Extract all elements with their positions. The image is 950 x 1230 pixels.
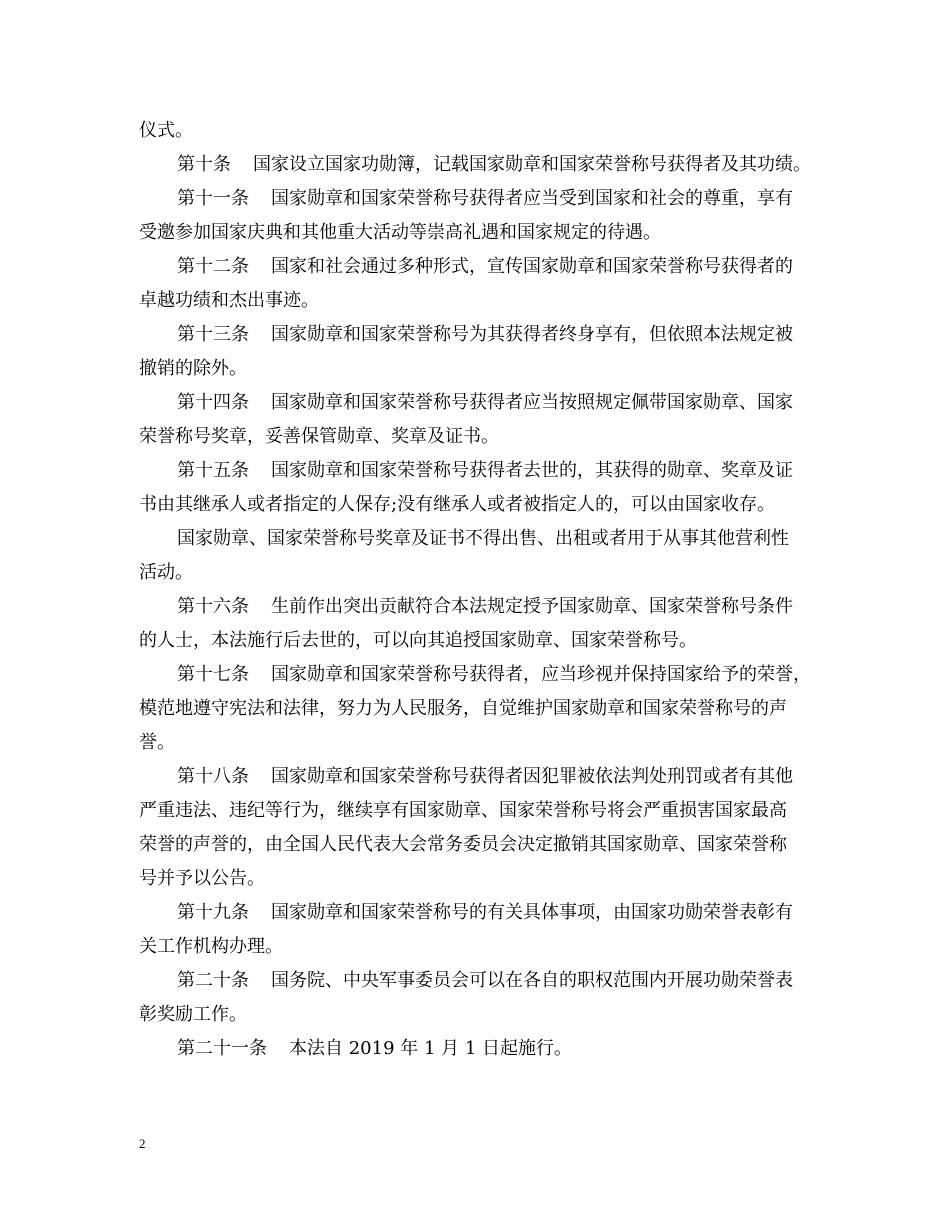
text-line (139, 352, 819, 386)
line-text: 的人士，本法施行后去世的，可以向其追授国家勋章、国家荣誉称号。 (139, 630, 697, 651)
text-line (139, 998, 819, 1032)
text-line (139, 216, 819, 250)
text-line (139, 386, 819, 420)
text-line (139, 250, 819, 284)
article-number: 第十一条 (177, 188, 249, 209)
text-line (139, 590, 819, 624)
page-number: 2 (139, 1136, 146, 1151)
text-line (139, 182, 819, 216)
text-line (139, 828, 819, 862)
line-text: 仪式。 (139, 120, 193, 141)
text-line (139, 114, 819, 148)
line-text: 撤销的除外。 (139, 358, 247, 379)
line-text: 国家勋章和国家荣誉称号为其获得者终身享有，但依照本法规定被 (271, 324, 793, 345)
text-line (139, 760, 819, 794)
line-text: 国家勋章和国家荣誉称号获得者因犯罪被依法判处刑罚或者有其他 (271, 766, 793, 787)
article-number: 第二十条 (177, 970, 249, 991)
text-line (139, 794, 819, 828)
line-text: 严重违法、违纪等行为，继续享有国家勋章、国家荣誉称号将会严重损害国家最高 (139, 800, 787, 821)
article-number: 第十六条 (177, 596, 249, 617)
article-number: 第十二条 (177, 256, 249, 277)
line-text: 国家勋章、国家荣誉称号奖章及证书不得出售、出租或者用于从事其他营利性 (177, 528, 789, 549)
line-text: 卓越功绩和杰出事迹。 (139, 290, 319, 311)
line-text: 生前作出突出贡献符合本法规定授予国家勋章、国家荣誉称号条件 (271, 596, 793, 617)
article-number: 第十八条 (177, 766, 249, 787)
text-line (139, 658, 819, 692)
line-text: 荣誉的声誉的，由全国人民代表大会常务委员会决定撤销其国家勋章、国家荣誉称 (139, 834, 787, 855)
line-text: 国家勋章和国家荣誉称号的有关具体事项，由国家功勋荣誉表彰有 (271, 902, 793, 923)
article-number: 第十五条 (177, 460, 249, 481)
line-text: 本法自 2019 年 1 月 1 日起施行。 (289, 1038, 573, 1059)
text-line (139, 964, 819, 998)
article-number: 第十七条 (177, 664, 249, 685)
text-line (139, 318, 819, 352)
line-text: 模范地遵守宪法和法律，努力为人民服务，自觉维护国家勋章和国家荣誉称号的声 (139, 698, 787, 719)
article-number: 第二十一条 (177, 1038, 267, 1059)
line-text: 荣誉称号奖章，妥善保管勋章、奖章及证书。 (139, 426, 499, 447)
line-text: 国家勋章和国家荣誉称号获得者，应当珍视并保持国家给予的荣誉， (271, 664, 811, 685)
line-text: 国家勋章和国家荣誉称号获得者应当受到国家和社会的尊重，享有 (271, 188, 793, 209)
text-line (139, 284, 819, 318)
text-line (139, 692, 819, 726)
text-line (139, 420, 819, 454)
line-text: 关工作机构办理。 (139, 936, 283, 957)
line-text: 国家和社会通过多种形式，宣传国家勋章和国家荣誉称号获得者的 (271, 256, 793, 277)
document-body (139, 114, 819, 1066)
article-number: 第十三条 (177, 324, 249, 345)
text-line (139, 556, 819, 590)
text-line (139, 488, 819, 522)
line-text: 号并予以公告。 (139, 868, 265, 889)
line-text: 国家设立国家功勋簿，记载国家勋章和国家荣誉称号获得者及其功绩。 (253, 154, 811, 175)
line-text: 书由其继承人或者指定的人保存;没有继承人或者被指定人的，可以由国家收存。 (139, 494, 776, 515)
text-line (139, 624, 819, 658)
text-line (139, 522, 819, 556)
text-line (139, 148, 819, 182)
text-line (139, 862, 819, 896)
article-number: 第十九条 (177, 902, 249, 923)
line-text: 国务院、中央军事委员会可以在各自的职权范围内开展功勋荣誉表 (271, 970, 793, 991)
line-text: 活动。 (139, 562, 193, 583)
text-line (139, 896, 819, 930)
line-text: 彰奖励工作。 (139, 1004, 247, 1025)
article-number: 第十条 (177, 154, 231, 175)
line-text: 誉。 (139, 732, 175, 753)
text-line (139, 930, 819, 964)
text-line (139, 726, 819, 760)
line-text: 国家勋章和国家荣誉称号获得者去世的，其获得的勋章、奖章及证 (271, 460, 793, 481)
text-line (139, 1032, 819, 1066)
line-text: 受邀参加国家庆典和其他重大活动等崇高礼遇和国家规定的待遇。 (139, 222, 661, 243)
line-text: 国家勋章和国家荣誉称号获得者应当按照规定佩带国家勋章、国家 (271, 392, 793, 413)
article-number: 第十四条 (177, 392, 249, 413)
text-line (139, 454, 819, 488)
